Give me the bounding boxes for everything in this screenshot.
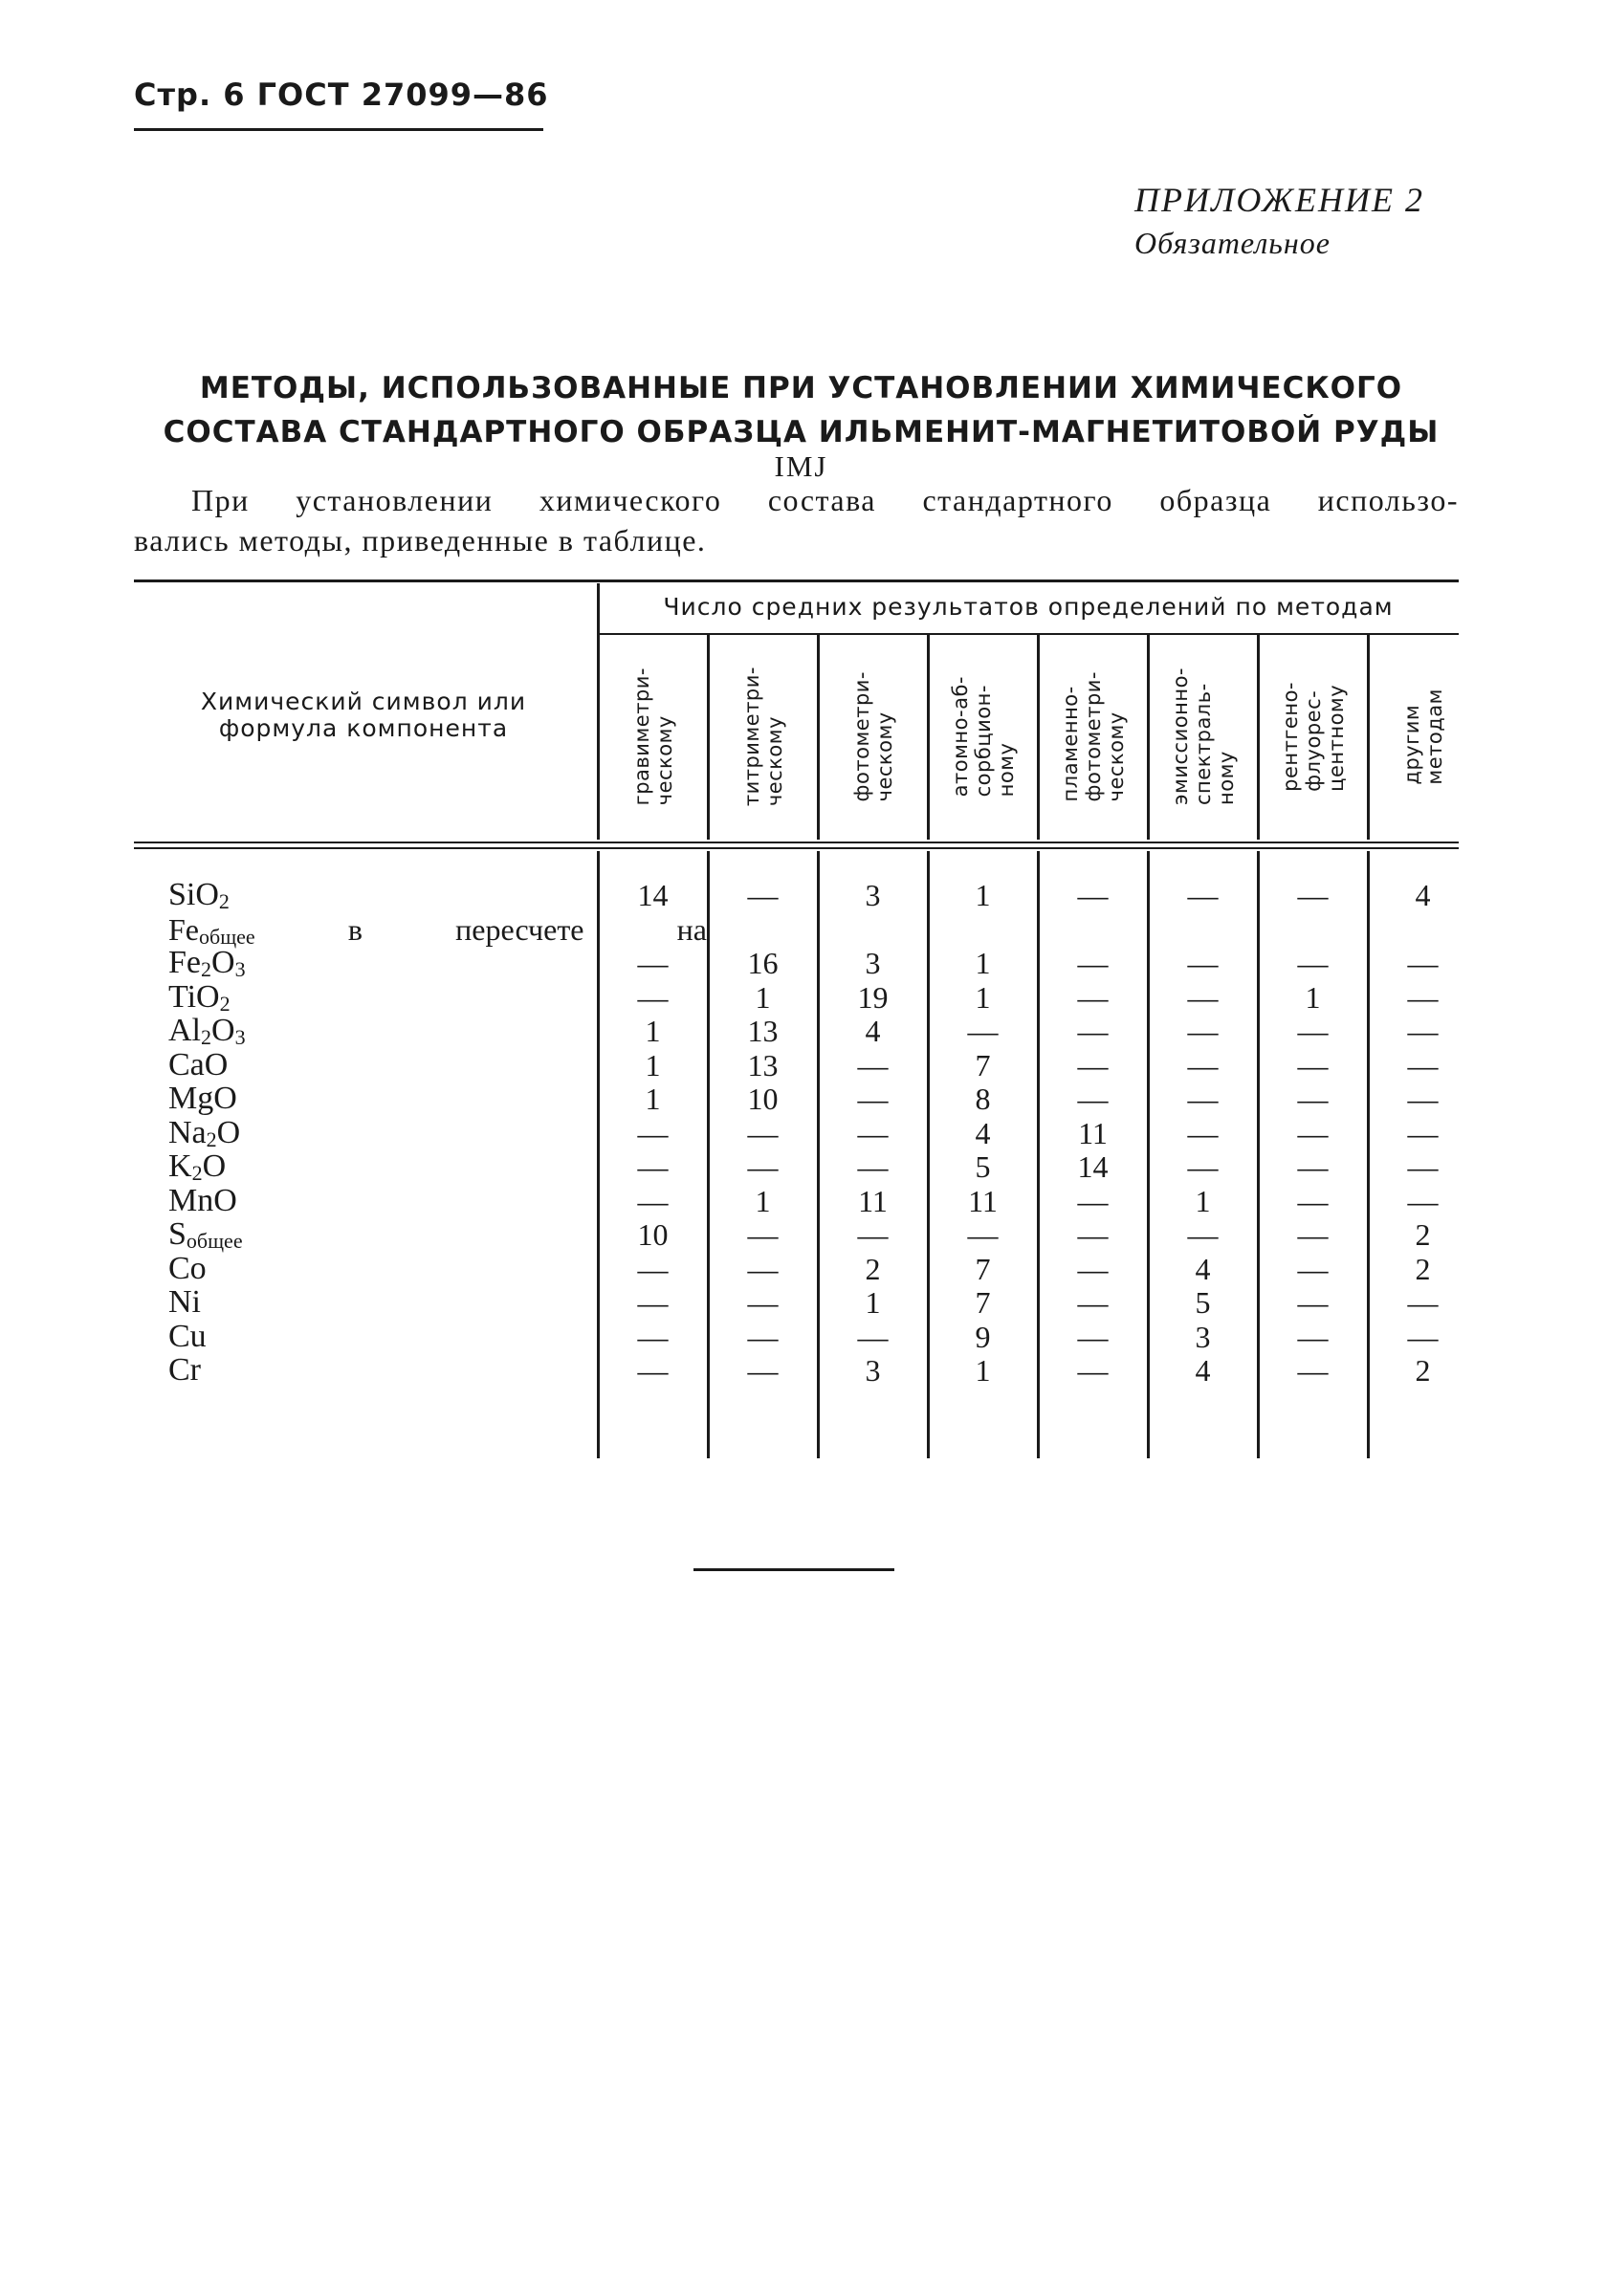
table-cell: — xyxy=(1187,1082,1219,1116)
page-header: Стр. 6 ГОСТ 27099—86 xyxy=(134,77,549,113)
table-cell: — xyxy=(857,1047,889,1082)
component-formula: MnO xyxy=(168,1182,237,1218)
table-cell: — xyxy=(1077,1319,1109,1354)
table-row-note xyxy=(134,912,1459,947)
table-cell: — xyxy=(747,878,779,912)
component-formula: $K_2O$ xyxy=(168,1148,227,1185)
table-cell: — xyxy=(1077,1014,1109,1048)
table-cell: 3 xyxy=(865,1353,881,1388)
table-row xyxy=(134,946,1459,980)
column-divider xyxy=(1367,635,1370,840)
component-formula: SiO$_2$ xyxy=(168,877,230,913)
method-header xyxy=(1155,641,1251,832)
table-cell: — xyxy=(1297,946,1329,980)
table-cell: — xyxy=(637,1183,669,1218)
table-cell: — xyxy=(857,1217,889,1252)
table-cell: 2 xyxy=(1415,1251,1431,1286)
table-cell: 14 xyxy=(637,878,669,912)
table-cell: — xyxy=(1407,1183,1439,1218)
table-cell: — xyxy=(1297,1353,1329,1388)
doc-title-code: IMJ xyxy=(774,449,828,483)
table-cell: 1 xyxy=(645,1014,661,1048)
table-cell: — xyxy=(1297,1014,1329,1048)
footer-rule xyxy=(693,1568,894,1571)
table-cell: — xyxy=(1407,979,1439,1015)
table-row xyxy=(134,1285,1459,1320)
table-cell: 10 xyxy=(637,1217,669,1252)
table-row xyxy=(134,1116,1459,1150)
table-cell: — xyxy=(1407,1014,1439,1048)
table-cell: — xyxy=(1297,1319,1329,1354)
table-cell: 9 xyxy=(975,1319,991,1354)
table-cell: — xyxy=(857,1149,889,1184)
column-divider xyxy=(707,635,710,840)
table-cell: — xyxy=(747,1285,779,1320)
table-cell: — xyxy=(637,1251,669,1286)
method-header xyxy=(935,641,1031,832)
doc-title-line-1: МЕТОДЫ, ИСПОЛЬЗОВАННЫЕ ПРИ УСТАНОВЛЕНИИ ХИМИЧЕСКОГО xyxy=(199,371,1403,405)
method-header-label: рентгено- флуорес- центному xyxy=(1278,681,1348,792)
component-formula: $Fe_2O_3$ xyxy=(168,945,246,981)
component-column-header: Химический символ или формула компонента xyxy=(200,688,527,742)
method-header-label: титриметри- ческому xyxy=(739,666,786,807)
table-cell: 8 xyxy=(975,1082,991,1116)
table-cell: 3 xyxy=(865,946,881,980)
table-cell: — xyxy=(1187,1217,1219,1252)
table-cell: 7 xyxy=(975,1285,991,1320)
table-cell: — xyxy=(1187,1115,1219,1150)
table-cell: — xyxy=(1077,979,1109,1015)
component-formula: TiO$_2$ xyxy=(168,978,231,1016)
component-formula: $Al_2O_3$ xyxy=(168,1013,246,1049)
table-cell: — xyxy=(1077,1047,1109,1082)
table-cell: — xyxy=(967,1217,999,1252)
table-cell: 11 xyxy=(1078,1115,1108,1150)
table-cell: — xyxy=(637,979,669,1015)
table-cell: 14 xyxy=(1077,1149,1109,1184)
method-header xyxy=(605,641,701,832)
intro-word: использо- xyxy=(1317,483,1459,517)
table-cell: 4 xyxy=(1415,878,1431,912)
column-divider xyxy=(1147,635,1150,840)
table-cell: 1 xyxy=(1195,1183,1211,1218)
table-row xyxy=(134,878,1459,912)
table-row xyxy=(134,1353,1459,1388)
method-header-label: другим методам xyxy=(1399,688,1446,785)
method-header-label: эмиссионно- спектраль- ному xyxy=(1168,667,1238,805)
doc-title-line-2-text: СОСТАВА СТАНДАРТНОГО ОБРАЗЦА ИЛЬМЕНИТ-МАГНЕТИТОВОЙ РУДЫ xyxy=(163,415,1440,449)
component-formula: $Na_2O$ xyxy=(168,1114,241,1151)
table-cell: 1 xyxy=(755,1183,771,1218)
table-cell: — xyxy=(1297,1082,1329,1116)
table-cell: — xyxy=(1297,1115,1329,1150)
table-cell: — xyxy=(747,1353,779,1388)
table-cell: — xyxy=(1077,1353,1109,1388)
column-divider xyxy=(817,635,820,840)
table-cell: — xyxy=(1297,878,1329,912)
table-row xyxy=(134,1082,1459,1116)
table-cell: 16 xyxy=(747,946,779,980)
method-header-label: пламенно- фотометри- ческому xyxy=(1058,670,1128,802)
table-row xyxy=(134,980,1459,1015)
table-row xyxy=(134,1149,1459,1184)
table-cell: — xyxy=(637,946,669,980)
intro-paragraph xyxy=(134,480,1459,560)
table-cell: — xyxy=(637,1319,669,1354)
table-cell: — xyxy=(1297,1047,1329,1082)
table-cell: — xyxy=(1187,946,1219,980)
column-divider xyxy=(1037,635,1040,840)
table-cell: — xyxy=(1077,1217,1109,1252)
table-row xyxy=(134,1014,1459,1048)
table-cell: 7 xyxy=(975,1251,991,1286)
table-cell: — xyxy=(857,1115,889,1150)
component-formula: Cr xyxy=(168,1352,201,1388)
table-cell: 11 xyxy=(968,1183,998,1218)
table-cell: 10 xyxy=(747,1082,779,1116)
table-cell: 3 xyxy=(865,878,881,912)
component-formula: Ni xyxy=(168,1284,201,1320)
component-formula: $S_{общее}$ xyxy=(168,1216,243,1253)
table-cell: — xyxy=(1077,1082,1109,1116)
table-cell: — xyxy=(1077,1183,1109,1218)
table-cell: 13 xyxy=(747,1014,779,1048)
component-formula: Cu xyxy=(168,1318,207,1354)
component-formula: Co xyxy=(168,1250,207,1286)
table-cell: — xyxy=(1407,1082,1439,1116)
header-rule xyxy=(134,128,543,131)
appendix-title: ПРИЛОЖЕНИЕ 2 xyxy=(1134,181,1424,219)
table-cell: 5 xyxy=(1195,1285,1211,1320)
table-cell: 1 xyxy=(975,878,991,912)
table-cell: 13 xyxy=(747,1047,779,1082)
table-cell: 4 xyxy=(865,1014,881,1048)
table-cell: 1 xyxy=(1305,979,1321,1015)
table-cell: — xyxy=(1077,1251,1109,1286)
column-divider xyxy=(927,635,930,840)
component-formula: MgO xyxy=(168,1081,237,1116)
method-header xyxy=(1045,641,1141,832)
table-cell: 1 xyxy=(645,1082,661,1116)
header-rule-double-1 xyxy=(134,842,1459,843)
table-cell: — xyxy=(1077,878,1109,912)
table-cell: — xyxy=(747,1251,779,1286)
table-cell: — xyxy=(1077,946,1109,980)
table-cell: 1 xyxy=(645,1047,661,1082)
intro-line-2: вались методы, приведенные в таблице. xyxy=(134,523,707,558)
table-cell: 1 xyxy=(975,979,991,1015)
appendix-block xyxy=(1134,180,1424,261)
table-cell: — xyxy=(1187,979,1219,1015)
table-cell: — xyxy=(1297,1217,1329,1252)
table-row xyxy=(134,1184,1459,1218)
method-header xyxy=(825,641,921,832)
table-group-header: Число средних результатов определений по методам xyxy=(663,593,1394,621)
intro-word: образца xyxy=(1159,483,1272,517)
method-header xyxy=(1375,641,1471,832)
method-header xyxy=(715,641,811,832)
method-header-label: гравиметри- ческому xyxy=(629,667,676,806)
table-cell: 4 xyxy=(1195,1353,1211,1388)
intro-word: химического xyxy=(539,483,722,517)
method-header xyxy=(1265,641,1361,832)
table-cell: — xyxy=(1297,1183,1329,1218)
table-cell: — xyxy=(857,1319,889,1354)
table-cell: — xyxy=(1407,1047,1439,1082)
method-header-label: фотометри- ческому xyxy=(849,670,896,802)
table-cell: 2 xyxy=(865,1251,881,1286)
group-header-rule xyxy=(598,633,1459,635)
table-cell: — xyxy=(1407,1149,1439,1184)
table-row xyxy=(134,1320,1459,1354)
intro-word: состава xyxy=(767,483,876,517)
table-cell: — xyxy=(747,1319,779,1354)
table-cell: — xyxy=(1407,946,1439,980)
table-cell: — xyxy=(1297,1285,1329,1320)
table-cell: 11 xyxy=(858,1183,888,1218)
intro-word: установлении xyxy=(296,483,494,517)
column-divider xyxy=(1257,635,1260,840)
table-cell: — xyxy=(857,1082,889,1116)
component-formula: CaO xyxy=(168,1046,229,1082)
table-cell: — xyxy=(1407,1285,1439,1320)
table-row xyxy=(134,1217,1459,1252)
table-cell: 2 xyxy=(1415,1217,1431,1252)
table-cell: — xyxy=(1297,1149,1329,1184)
table-cell: — xyxy=(747,1115,779,1150)
table-cell: — xyxy=(967,1014,999,1048)
table-cell: 1 xyxy=(755,979,771,1015)
table-cell: — xyxy=(1297,1251,1329,1286)
table-cell: 1 xyxy=(975,1353,991,1388)
table-cell: 5 xyxy=(975,1149,991,1184)
header-rule-double-2 xyxy=(134,847,1459,849)
table-cell: 4 xyxy=(1195,1251,1211,1286)
intro-line-1 xyxy=(134,480,1459,520)
table-cell: 2 xyxy=(1415,1353,1431,1388)
table-cell: — xyxy=(1187,878,1219,912)
table-cell: 19 xyxy=(857,979,889,1015)
table-cell: — xyxy=(747,1217,779,1252)
method-header-label: атомно-аб- сорбцион- ному xyxy=(948,675,1018,798)
intro-word: При xyxy=(191,483,250,517)
table-cell: 3 xyxy=(1195,1319,1211,1354)
intro-word: стандартного xyxy=(922,483,1113,517)
table-row xyxy=(134,1252,1459,1286)
column-divider xyxy=(597,583,600,840)
table-top-rule xyxy=(134,579,1459,582)
table-cell: — xyxy=(1407,1115,1439,1150)
table-cell: — xyxy=(637,1353,669,1388)
table-cell: — xyxy=(637,1115,669,1150)
table-row xyxy=(134,1048,1459,1082)
table-cell: — xyxy=(1407,1319,1439,1354)
table-cell: 4 xyxy=(975,1115,991,1150)
appendix-status: Обязательное xyxy=(1134,226,1331,260)
doc-title-line-2 xyxy=(143,415,1459,484)
table-cell: 7 xyxy=(975,1047,991,1082)
table-cell: — xyxy=(637,1149,669,1184)
table-cell: 1 xyxy=(865,1285,881,1320)
component-note: $Fe_{общее}$ в пересчете на xyxy=(168,911,707,949)
table-cell: — xyxy=(1187,1149,1219,1184)
table-cell: 1 xyxy=(975,946,991,980)
table-cell: — xyxy=(1187,1047,1219,1082)
table-cell: — xyxy=(1077,1285,1109,1320)
table-cell: — xyxy=(637,1285,669,1320)
table-cell: — xyxy=(1187,1014,1219,1048)
table-cell: — xyxy=(747,1149,779,1184)
